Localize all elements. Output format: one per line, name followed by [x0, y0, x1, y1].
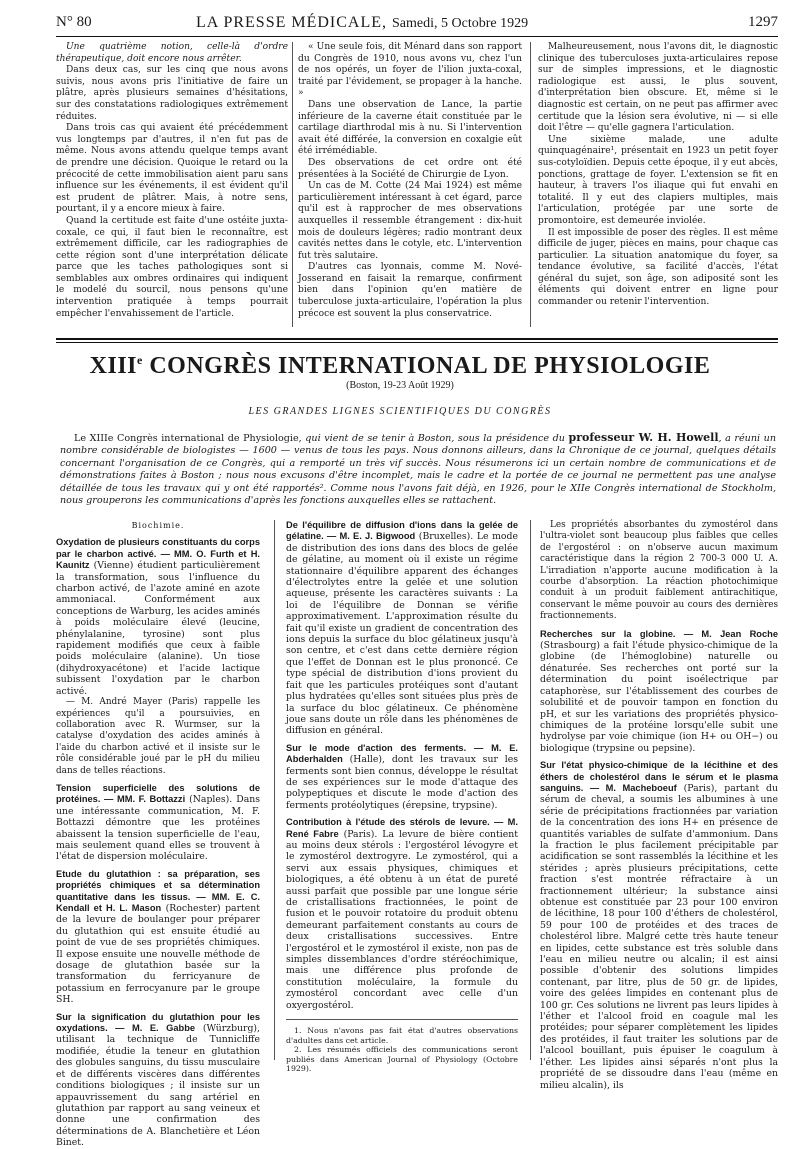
issue-number: N° 80 — [56, 14, 92, 30]
abstract-body: (Paris). La levure de bière contient au moins deux stérols : l'ergostérol lévogyre et le zymostérol dextrogyre. Le zymostérol, qui a servi aux essais physiques, chimiques et biologiques, a été obtenu à un état de pureté aussi parfait que possible par une longue série de cristallisations fractionnées, le point de fusion et le pouvoir rotatoire du produit obtenu demeurant parfaitement constants au cours de deux cristallisations successives. Entre l'ergostérol et le zymostérol il existe, non pas de simples dissemblances d'ordre stéréochimique, mais une différence plus profonde de constitution moléculaire, la formule du zymostérol concordant avec celle d'un oxyergostérol. — [286, 828, 518, 1011]
abstract-body: (Naples). Dans une intéressante communication, M. F. Bottazzi démontre que les protéines abaissent la tension superficielle de l'eau, mais seulement quand elles se trouvent à l'état de dispersion moléculaire. — [56, 794, 261, 863]
abstract-title: Sur la signification du glutathion pour les oxydations. — M. E. Gabbe — [56, 1011, 260, 1034]
bottom-column-2 — [286, 520, 518, 1074]
abstract-body: (Paris), partant du sérum de cheval, a soumis les albumines à une série de précipitations fractionnées par variation de la concentration des ions H+ en présence de quantités variables de sulfate d'ammonium. Dans la fraction le plus facilement précipitable par acidification se sont rassemblés la lécithine et les stérides ; après plusieurs précipitations, cette fraction s'est montrée réfractaire à un fractionnement ultérieur; la substance ainsi obtenue est constituée par 23 pour 100 environ de lécithine, 18 pour 100 d'éthers de cholestérol, 59 pour 100 de protéides et des traces de cholestérol libre. Malgré cette très haute teneur en lipides, cette substance est très soluble dans l'eau en milieu neutre ou alcalin; il est ainsi possible d'obtenir des solutions limpides contenant, par litre, plus de 50 gr. de lipides, voire des gelées limpides en contenant plus de 100 gr. Ces solutions ne livrent pas leurs lipides à l'éther et l'alcool froid en coagule mal les protéides; pour séparer complètement les lipides des protéides, il faut traiter les solutions par de l'alcool bouillant, puis épuiser le coagulum à l'éther. Les lipides ainsi séparés n'ont plus la propriété de se dissoudre dans l'eau (même en milieu alcalin), ils — [540, 782, 778, 1091]
intro-text: Le XIIIe Congrès international de Physiologie, — [74, 433, 306, 444]
paragraph: Dans trois cas qui avaient été précédemment vus longtemps par d'autres, il n'en fut pas de même. Nous avons attendu quelque temps avant de prendre une décision. Quoique le retard ou la précocité de cette immobilisation aient paru sans influence sur les événements, il est évident qu'il est prudent de plâtrer. Mais, à notre sens, pourtant, il y a encore mieux à faire. — [56, 123, 288, 215]
abstract-title: Oxydation de plusieurs constituants du corps par le charbon activé. — MM. O. Furth et H. Kaunitz — [56, 537, 260, 571]
abstract-body: (Halle), dont les travaux sur les ferments sont bien connus, développe le résultat de ses expériences sur le mode d'attaque des polypeptiques et discute le mode d'action des ferments protéolytiques (érepsine, trypsine). — [286, 754, 518, 811]
section-heading: Biochimie. — [131, 521, 185, 530]
intro-text: , a réuni un nombre considérable de biologistes — 1600 — venus de tous les pays. Nous donnons ailleurs, dans la Chronique de ce journal, quelques détails concernant l'organisation de ce Congrès, qui a remporté un très vif succès. Nous résumerons ici un certain nombre de communications et de démonstrations faites à Boston ; nous nous excusons d'être incomplet, mais le cadre et la portée de ce journal ne permettent pas une analyse détaillée de tous les travaux qui y ont été rapportés². Comme nous l'avons fait déjà, en 1926, pour le XIIe Congrès international de Stockholm, nous grouperons les communications d'après les fonctions auxquelles elles se rattachent. — [60, 433, 777, 507]
issue-date: Samedi, 5 Octobre 1929 — [392, 16, 529, 31]
top-column-2 — [298, 42, 522, 320]
journal-title — [196, 14, 528, 32]
paragraph: Des observations de cet ordre ont été présentées à la Société de Chirurgie de Lyon. — [298, 157, 522, 180]
bottom-column-1 — [56, 520, 260, 1149]
abstract-title: Tension superficielle des solutions de protéines. — MM. F. Bottazzi — [56, 782, 260, 805]
footnotes — [286, 1019, 518, 1074]
paragraph: D'autres cas lyonnais, comme M. Nové-Josserand en faisait la remarque, confirment bien dans l'opinion qu'en matière de tuberculose juxta-articulaire, l'opération la plus précoce est souvent la plus conservatrice. — [298, 262, 522, 319]
abstract — [286, 520, 518, 737]
abstract — [56, 869, 260, 1006]
abstract-title: Contribution à l'étude des stérols de levure. — M. René Fabre — [286, 817, 518, 839]
intro-text: qui vient de se tenir à Boston, sous la présidence du — [305, 433, 569, 444]
abstract-body: (Vienne) étudient particulièrement la transformation, sous l'influence du charbon activé, de l'azote aminé en azote ammoniacal. Conformément aux conceptions de Warburg, les acides aminés à poids moléculaire élevé (leucine, phénylalanine, tyrosine) sont plus rapidement modifiés que ceux à faible poids moléculaire (alanine). Un tiose (dihydroxyacétone) et l'acide lactique subissent l'oxydation par le charbon activé. — [56, 560, 260, 697]
abstract-title: Etude du glutathion : sa préparation, ses propriétés chimiques et sa détermination quantitative dans les tissus. — MM. E. C. Kendall et H. L. Mason — [56, 868, 260, 913]
page-header — [56, 14, 778, 37]
abstract-title: Sur l'état physico-chimique de la lécithine et des éthers de cholestérol dans le sérum et le plasma sanguins. — M. Macheboeuf — [540, 760, 778, 793]
paragraph: Un cas de M. Cotte (24 Mai 1924) est même particulièrement intéressant à cet égard, parce qu'il est à rapprocher de mes observations auxquelles il ressemble étrangement : dix-huit mois de douleurs légères; radio montrant deux cavités nettes dans le cotyle, etc. L'intervention fut très salutaire. — [298, 181, 522, 261]
congress-location: (Boston, 19-23 Août 1929) — [346, 380, 454, 391]
abstract-body: (Würzburg), utilisant la technique de Tunnicliffe modifiée, étudie la teneur en glutathion des globules sanguins, du tissu musculaire et de différents viscères dans différentes conditions biologiques ; il insiste sur un appauvrissement du sang artériel en glutathion par rapport au sang veineux et donne une confirmation des déterminations de A. Blanchetière et Léon Binet. — [56, 1023, 260, 1149]
abstract — [56, 783, 260, 863]
abstract — [56, 1012, 260, 1149]
paragraph: Une quatrième notion, celle-là d'ordre thérapeutique, doit encore nous arrêter. — [56, 42, 288, 64]
column-divider — [530, 520, 531, 1060]
page-number: 1297 — [748, 14, 778, 30]
abstract: Les propriétés absorbantes du zymostérol dans l'ultra-violet sont beaucoup plus faibles que celles de l'ergostérol : on n'observe aucun maximum caractéristique dans la région 2 700-3 000 U. A. L'irradiation n'apporte aucune modification à la courbe d'absorption. La réaction photochimique conduit à un produit faiblement antirachitique, conservant le même pouvoir au cours des dernières fractionnements. — [540, 520, 778, 622]
abstract — [286, 743, 518, 811]
abstract-title: De l'équilibre de diffusion d'ions dans la gelée de gélatine. — M. E. J. Bigwood — [286, 520, 518, 542]
column-divider — [274, 520, 275, 1060]
top-column-1 — [56, 42, 288, 320]
congress-title — [0, 353, 800, 380]
title-sup: e — [137, 353, 143, 367]
abstract-body: (Strasbourg) a fait l'étude physico-chimique de la globine (de l'hémoglobine) naturelle ou dénaturée. Ses recherches ont porté sur la détermination du point isoélectrique par cataphorèse, sur l'établissement des courbes de solubilité et de pouvoir tampon en fonction du pH, et sur les variations des propriétés physico-chimiques de la protéine lorsqu'elle subit une hydrolyse par voie chimique (ion H+ ou OH−) ou biologique (trypsine ou pepsine). — [540, 640, 778, 754]
top-column-3 — [538, 42, 778, 309]
column-divider — [530, 42, 531, 327]
abstract-title: Sur le mode d'action des ferments. — M. E. Abderhalden — [286, 742, 518, 765]
abstract — [540, 629, 778, 754]
abstract-body: (Rochester) partent de la levure de boulanger pour préparer du glutathion qui est ensuite étudié au point de vue de ses propriétés chimiques. Il expose ensuite une nouvelle méthode de dosage de glutathion basée sur la transformation du ferricyanure de potassium en ferrocyanure par le groupe SH. — [56, 903, 260, 1006]
paragraph: Dans deux cas, sur les cinq que nous avons suivis, nous avons pris l'initiative de faire un plâtre, après plusieurs semaines d'hésitations, sur des constatations radiologiques extrêmement réduites. — [56, 65, 288, 122]
column-divider — [292, 42, 293, 327]
journal-name: LA PRESSE MÉDICALE, — [196, 14, 388, 31]
abstract — [540, 760, 778, 1091]
abstract — [56, 537, 260, 697]
bottom-column-3 — [540, 520, 778, 1091]
title-numeral: XIII — [89, 353, 138, 379]
abstract-title: Recherches sur la globine. — M. Jean Roche — [540, 628, 778, 639]
paragraph: Malheureusement, nous l'avons dit, le diagnostic clinique des tuberculoses juxta-articulaires repose sur de simples impressions, et le diagnostic radiologique est aussi, le plus souvent, d'interprétation bien obscure. Et, même si le diagnostic est certain, on ne peut pas affirmer avec certitude que la lésion sera évolutive, ni — si elle doit l'être — qu'elle gagnera l'articulation. — [538, 42, 778, 134]
abstract-body: (Bruxelles). Le mode de distribution des ions dans des blocs de gelée de gélatine, au moment où il existe un régime stationnaire d'équilibre apparent des échanges d'électrolytes entre la gelée et une solution aqueuse, présente les caractères suivants : La loi de l'équilibre de Donnan se vérifie approximativement. L'approximation résulte du fait qu'il existe un gradient de concentration des ions depuis la surface du bloc gélatineux jusqu'à son centre, et c'est dans cette dernière région que l'effet de Donnan est le plus prononcé. Ce type spécial de distribution d'ions provient du fait que les particules protéiques sont d'autant plus hydratées qu'elles sont situées plus près de la surface du bloc gélatineux. Ce phénomène joue sans doute un rôle dans les phénomènes de diffusion en général. — [286, 531, 518, 737]
paragraph: « Une seule fois, dit Ménard dans son rapport du Congrès de 1910, nous avons vu, chez l'un de nos opérés, un foyer de l'ilion juxta-coxal, traité par l'évidement, se propager à la hanche. » — [298, 42, 522, 99]
section-rule — [56, 342, 778, 343]
section-rule — [56, 338, 778, 340]
paragraph: Une sixième malade, une adulte quinquagénaire¹, présentait en 1923 un petit foyer sus-cotyloïdien. Depuis cette époque, il y eut abcès, ponctions, grattage de foyer. L'extension se fit en hauteur, à travers l'os iliaque qui fut envahi en totalité. Il y eut des clapiers multiples, mais l'articulation, protégée par une sorte de promontoire, est demeurée inviolée. — [538, 134, 778, 226]
footnote: 2. Les résumés officiels des communications seront publiés dans American Journal of Physiology (Octobre 1929). — [286, 1045, 518, 1074]
title-text: CONGRÈS INTERNATIONAL DE PHYSIOLOGIE — [142, 353, 711, 379]
paragraph: Quand la certitude est faite d'une ostéite juxta-coxale, ce qui, il faut bien le reconnaître, est extrêmement difficile, car les radiographies de cette région sont d'une interprétation délicate parce que les taches pathologiques sont si semblables aux ombres ordinaires qui indiquent le modelé du sourcil, nous pensons qu'une intervention pratiquée à temps pourrait empêcher l'envahissement de l'article. — [56, 215, 288, 319]
congress-intro — [60, 432, 776, 507]
congress-subtitle: LES GRANDES LIGNES SCIENTIFIQUES DU CONGRÈS — [248, 406, 552, 417]
paragraph: Il est impossible de poser des règles. Il est même difficile de juger, pièces en mains, pour chaque cas particulier. La situation anatomique du foyer, sa tendance évolutive, sa facilité d'accès, l'état général du sujet, son âge, son adiposité sont les éléments qui doivent entrer en ligne pour commander ou retenir l'intervention. — [538, 227, 778, 308]
abstract: — M. André Mayer (Paris) rappelle les expériences qu'il a poursuivies, en collaboration avec R. Wurmser, sur la catalyse d'oxydation des acides aminés à l'aide du charbon activé et il insiste sur le rôle considérable joué par le pH du milieu dans de telles réactions. — [56, 697, 260, 776]
president-name: professeur W. H. Howell — [568, 431, 719, 444]
footnote: 1. Nous n'avons pas fait état d'autres observations d'adultes dans cet article. — [286, 1026, 518, 1045]
abstract — [286, 817, 518, 1011]
paragraph: Dans une observation de Lance, la partie inférieure de la caverne était constituée par le cartilage diarthrodal mis à nu. Si l'intervention avait été différée, la conversion en coxalgie eût été irrémédiable. — [298, 99, 522, 157]
